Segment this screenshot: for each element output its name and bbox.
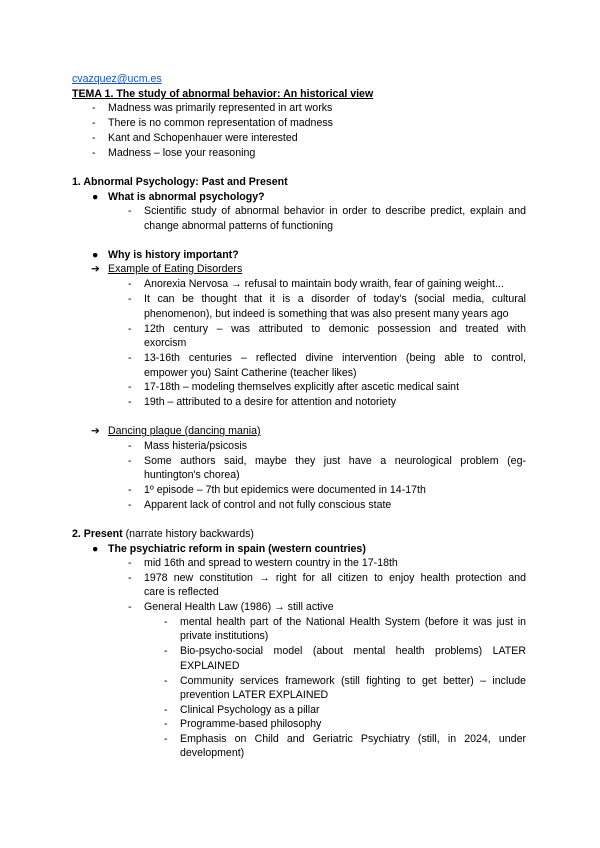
list-item: Apparent lack of control and not fully conscious state bbox=[144, 499, 392, 511]
list-item: Some authors said, maybe they just have a neurological problem (eg- bbox=[144, 455, 526, 467]
list-item: Madness – lose your reasoning bbox=[108, 147, 256, 159]
dash-bullet: - bbox=[92, 117, 96, 129]
dot-bullet: ● bbox=[92, 191, 99, 203]
dash-bullet: - bbox=[92, 102, 96, 114]
dot-bullet: ● bbox=[92, 249, 99, 261]
list-item-continuation: prevention LATER EXPLAINED bbox=[180, 689, 329, 701]
list-item: 17-18th – modeling themselves explicitly after ascetic medical saint bbox=[144, 381, 460, 393]
dash-bullet: - bbox=[164, 675, 168, 687]
dash-bullet: - bbox=[128, 440, 132, 452]
list-item: mid 16th and spread to western country in the 17-18th bbox=[144, 557, 398, 569]
list-item: Programme-based philosophy bbox=[180, 718, 322, 730]
list-item: 1º episode – 7th but epidemics were documented in 14-17th bbox=[144, 484, 426, 496]
dash-bullet: - bbox=[128, 352, 132, 364]
example-heading: Example of Eating Disorders bbox=[108, 263, 243, 275]
list-item-continuation: huntington's chorea) bbox=[144, 469, 240, 481]
dash-bullet: - bbox=[128, 323, 132, 335]
list-item: 12th century – was attributed to demonic possession and treated with bbox=[144, 323, 526, 335]
dash-bullet: - bbox=[128, 205, 132, 217]
dash-bullet: - bbox=[92, 147, 96, 159]
dash-bullet: - bbox=[164, 616, 168, 628]
list-item: 1978 new constitution → right for all citizen to enjoy health protection and bbox=[144, 572, 526, 584]
list-item: 13-16th centuries – reflected divine intervention (being able to control, bbox=[144, 352, 526, 364]
dash-bullet: - bbox=[164, 718, 168, 730]
list-item-continuation: development) bbox=[180, 747, 245, 759]
list-item-continuation: change abnormal patterns of functioning bbox=[144, 220, 334, 232]
dash-bullet: - bbox=[164, 704, 168, 716]
dash-bullet: - bbox=[128, 484, 132, 496]
section-heading-note: (narrate history backwards) bbox=[125, 528, 254, 540]
document-title: TEMA 1. The study of abnormal behavior: An historical view bbox=[72, 88, 374, 100]
section-heading-text: 2. Present bbox=[72, 528, 123, 540]
list-item: Emphasis on Child and Geriatric Psychiatry (still, in 2024, under bbox=[180, 733, 526, 745]
list-item: Bio-psycho-social model (about mental health problems) LATER bbox=[180, 645, 526, 657]
dash-bullet: - bbox=[128, 455, 132, 467]
list-item: There is no common representation of madness bbox=[108, 117, 333, 129]
list-item-continuation: care is reflected bbox=[144, 586, 219, 598]
section-heading: 1. Abnormal Psychology: Past and Present bbox=[72, 176, 288, 188]
example-heading: Dancing plague (dancing mania) bbox=[108, 425, 261, 437]
list-item-continuation: empower you) Saint Catherine (teacher likes) bbox=[144, 367, 357, 379]
dash-bullet: - bbox=[128, 396, 132, 408]
dot-bullet: ● bbox=[92, 543, 99, 555]
list-item: Clinical Psychology as a pillar bbox=[180, 704, 320, 716]
list-item: Mass histeria/psicosis bbox=[144, 440, 248, 452]
list-item-continuation: private institutions) bbox=[180, 630, 269, 642]
list-item-continuation: EXPLAINED bbox=[180, 660, 240, 672]
dash-bullet: - bbox=[128, 601, 132, 613]
email-link[interactable]: cvazquez@ucm.es bbox=[72, 73, 162, 85]
list-item: mental health part of the National Health System (before it was just in bbox=[180, 616, 526, 628]
list-item-continuation: phenomenon), but indeed is something that was also present many years ago bbox=[144, 308, 509, 320]
dash-bullet: - bbox=[128, 557, 132, 569]
dash-bullet: - bbox=[164, 645, 168, 657]
dash-bullet: - bbox=[128, 293, 132, 305]
arrow-bullet-icon: ➔ bbox=[91, 263, 100, 275]
subheading: The psychiatric reform in spain (western countries) bbox=[108, 543, 366, 555]
subheading: What is abnormal psychology? bbox=[108, 191, 265, 203]
list-item: Scientific study of abnormal behavior in order to describe predict, explain and bbox=[144, 205, 526, 217]
arrow-bullet-icon: ➔ bbox=[91, 425, 100, 437]
list-item: Anorexia Nervosa → refusal to maintain body wraith, fear of gaining weight... bbox=[144, 278, 504, 290]
list-item: It can be thought that it is a disorder of today's (social media, cultural bbox=[144, 293, 526, 305]
list-item: General Health Law (1986) → still active bbox=[144, 601, 334, 613]
dash-bullet: - bbox=[128, 381, 132, 393]
dash-bullet: - bbox=[128, 278, 132, 290]
subheading: Why is history important? bbox=[108, 249, 239, 261]
dash-bullet: - bbox=[164, 733, 168, 745]
section-heading bbox=[72, 528, 254, 541]
list-item: Madness was primarily represented in art works bbox=[108, 102, 333, 114]
list-item: 19th – attributed to a desire for attention and notoriety bbox=[144, 396, 397, 408]
list-item: Community services framework (still fighting to get better) – include bbox=[180, 675, 526, 687]
dash-bullet: - bbox=[128, 499, 132, 511]
list-item: Kant and Schopenhauer were interested bbox=[108, 132, 298, 144]
list-item-continuation: exorcism bbox=[144, 337, 187, 349]
dash-bullet: - bbox=[128, 572, 132, 584]
dash-bullet: - bbox=[92, 132, 96, 144]
